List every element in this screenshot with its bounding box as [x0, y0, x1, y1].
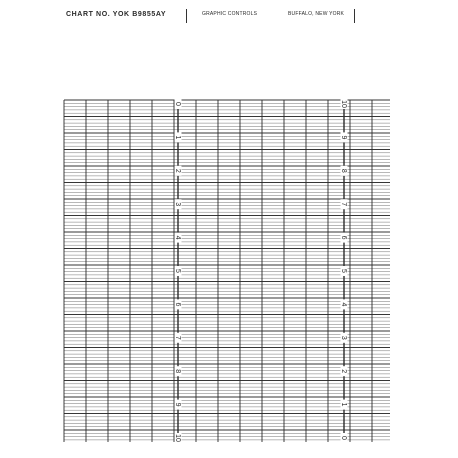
manufacturer-label: GRAPHIC CONTROLS: [202, 11, 258, 17]
scale-label-left: 9: [174, 402, 182, 407]
scale-label-left: 10: [174, 434, 182, 442]
scale-label-right: 4: [340, 302, 348, 307]
scale-label-left: 2: [174, 168, 182, 173]
chart-number-label: CHART NO. YOK B9855AY: [66, 11, 167, 18]
scale-label-right: 5: [340, 269, 348, 273]
scale-label-right: 8: [340, 168, 348, 173]
scale-label-right: 3: [340, 335, 348, 340]
scale-label-right: 7: [340, 202, 348, 207]
scale-label-right: 2: [340, 369, 348, 374]
scale-label-right: 1: [340, 402, 348, 407]
scale-label-left: 7: [174, 335, 182, 340]
scale-label-right: 10: [340, 100, 348, 108]
scale-label-left: 8: [174, 369, 182, 374]
scale-label-left: 6: [174, 302, 182, 307]
location-label: BUFFALO, NEW YORK: [288, 11, 345, 17]
scale-label-left: 5: [174, 269, 182, 273]
scale-label-left: 3: [174, 202, 182, 207]
scale-label-left: 0: [174, 102, 182, 106]
scale-label-right: 0: [340, 436, 348, 440]
scale-label-left: 4: [174, 235, 182, 240]
scale-label-left: 1: [174, 135, 182, 140]
scale-label-right: 9: [340, 135, 348, 140]
scale-label-right: 6: [340, 235, 348, 240]
